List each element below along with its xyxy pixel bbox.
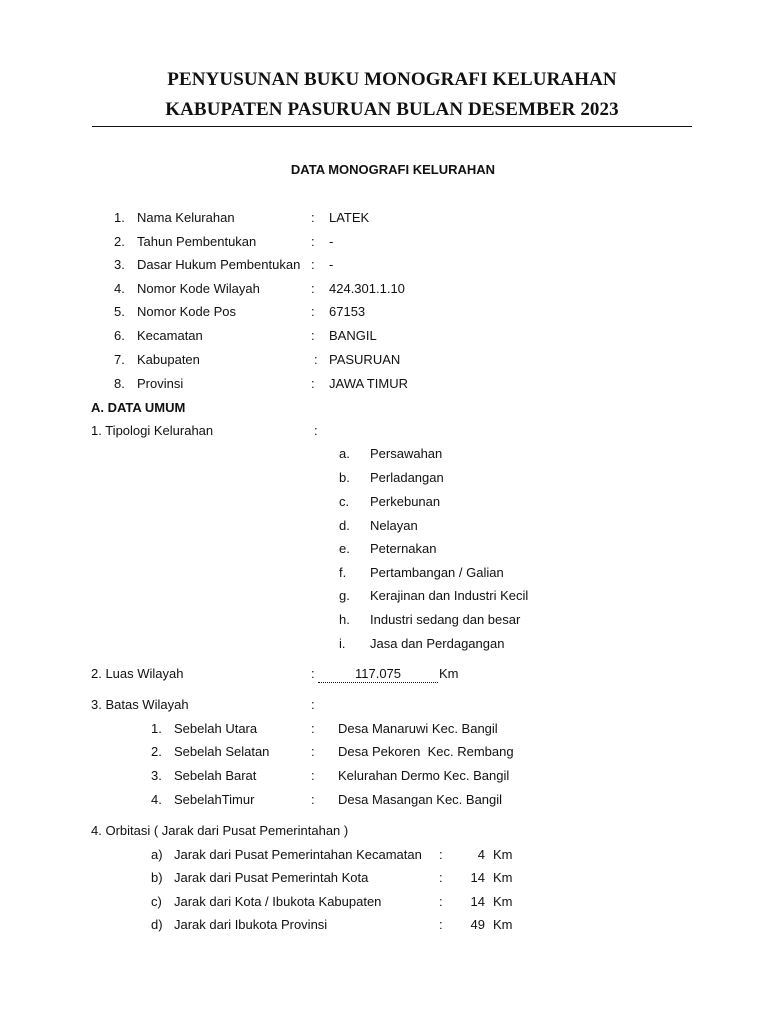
profile-sep: :: [311, 304, 315, 319]
orbitasi-value: 14: [470, 870, 485, 885]
section-a-heading: A. DATA UMUM: [91, 400, 186, 415]
tipologi-letter: h.: [339, 612, 350, 627]
tipologi-item: Persawahan: [370, 446, 443, 461]
document-title-line2: KABUPATEN PASURUAN BULAN DESEMBER 2023: [165, 99, 619, 120]
batas-value: Desa Masangan Kec. Bangil: [338, 792, 503, 807]
orbitasi-sep: :: [439, 847, 443, 862]
batas-sep: :: [311, 697, 315, 712]
batas-sep: :: [311, 768, 315, 783]
profile-value: LATEK: [329, 210, 370, 225]
orbitasi-value: 49: [470, 917, 485, 932]
tipologi-item: Jasa dan Perdagangan: [370, 636, 505, 651]
profile-sep: :: [311, 210, 315, 225]
tipologi-letter: i.: [339, 636, 346, 651]
luas-label: 2. Luas Wilayah: [91, 666, 184, 681]
tipologi-letter: e.: [339, 541, 350, 556]
profile-value: 67153: [329, 304, 366, 319]
profile-label: Tahun Pembentukan: [137, 234, 257, 249]
profile-sep: :: [311, 376, 315, 391]
profile-value: BANGIL: [329, 328, 377, 343]
tipologi-item: Perladangan: [370, 470, 444, 485]
batas-value: Desa Pekoren Kec. Rembang: [338, 744, 514, 759]
orbitasi-letter: d): [151, 917, 163, 932]
orbitasi-unit: Km: [493, 870, 513, 885]
orbitasi-sep: :: [439, 917, 443, 932]
profile-sep: :: [311, 234, 315, 249]
profile-value: -: [329, 257, 334, 272]
batas-sep: :: [311, 792, 315, 807]
profile-sep: :: [311, 257, 315, 272]
profile-sep: :: [314, 352, 318, 367]
tipologi-letter: c.: [339, 494, 350, 509]
orbitasi-letter: b): [151, 870, 163, 885]
batas-direction: Sebelah Barat: [174, 768, 257, 783]
orbitasi-distance-label: Jarak dari Pusat Pemerintahan Kecamatan: [174, 847, 422, 862]
profile-label: Provinsi: [137, 376, 184, 391]
orbitasi-sep: :: [439, 870, 443, 885]
profile-num: 7.: [114, 352, 125, 367]
profile-num: 6.: [114, 328, 125, 343]
batas-value: Kelurahan Dermo Kec. Bangil: [338, 768, 510, 783]
profile-num: 5.: [114, 304, 125, 319]
profile-label: Kabupaten: [137, 352, 200, 367]
luas-value: 117.075: [318, 666, 438, 683]
orbitasi-unit: Km: [493, 847, 513, 862]
batas-direction: Sebelah Selatan: [174, 744, 270, 759]
tipologi-item: Peternakan: [370, 541, 437, 556]
orbitasi-unit: Km: [493, 917, 513, 932]
profile-value: PASURUAN: [329, 352, 401, 367]
profile-label: Dasar Hukum Pembentukan: [137, 257, 301, 272]
tipologi-label: 1. Tipologi Kelurahan: [91, 423, 214, 438]
tipologi-letter: d.: [339, 518, 350, 533]
batas-num: 3.: [151, 768, 162, 783]
profile-sep: :: [311, 281, 315, 296]
tipologi-letter: b.: [339, 470, 350, 485]
orbitasi-distance-label: Jarak dari Kota / Ibukota Kabupaten: [174, 894, 382, 909]
tipologi-item: Kerajinan dan Industri Kecil: [370, 588, 529, 603]
profile-label: Nama Kelurahan: [137, 210, 235, 225]
orbitasi-unit: Km: [493, 894, 513, 909]
tipologi-item: Perkebunan: [370, 494, 441, 509]
profile-label: Nomor Kode Wilayah: [137, 281, 260, 296]
tipologi-sep: :: [314, 423, 318, 438]
orbitasi-letter: c): [151, 894, 162, 909]
tipologi-letter: g.: [339, 588, 350, 603]
document-title-line1: PENYUSUNAN BUKU MONOGRAFI KELURAHAN: [167, 69, 617, 90]
batas-label: 3. Batas Wilayah: [91, 697, 189, 712]
profile-value: 424.301.1.10: [329, 281, 405, 296]
batas-num: 1.: [151, 721, 162, 736]
profile-value: JAWA TIMUR: [329, 376, 408, 391]
profile-sep: :: [311, 328, 315, 343]
profile-value: -: [329, 234, 334, 249]
profile-num: 2.: [114, 234, 125, 249]
orbitasi-label: 4. Orbitasi ( Jarak dari Pusat Pemerintahan ): [91, 823, 349, 838]
profile-label: Kecamatan: [137, 328, 203, 343]
section-subtitle: DATA MONOGRAFI KELURAHAN: [290, 162, 496, 177]
orbitasi-value: 4: [477, 847, 485, 862]
luas-unit: Km: [439, 666, 459, 681]
profile-num: 8.: [114, 376, 125, 391]
batas-num: 2.: [151, 744, 162, 759]
profile-label: Nomor Kode Pos: [137, 304, 236, 319]
profile-num: 4.: [114, 281, 125, 296]
profile-num: 1.: [114, 210, 125, 225]
orbitasi-distance-label: Jarak dari Ibukota Provinsi: [174, 917, 328, 932]
orbitasi-distance-label: Jarak dari Pusat Pemerintah Kota: [174, 870, 369, 885]
orbitasi-letter: a): [151, 847, 163, 862]
tipologi-letter: f.: [339, 565, 347, 580]
batas-sep: :: [311, 721, 315, 736]
batas-sep: :: [311, 744, 315, 759]
batas-value: Desa Manaruwi Kec. Bangil: [338, 721, 498, 736]
luas-sep: :: [311, 666, 315, 681]
batas-direction: Sebelah Utara: [174, 721, 258, 736]
tipologi-item: Pertambangan / Galian: [370, 565, 504, 580]
tipologi-item: Industri sedang dan besar: [370, 612, 521, 627]
orbitasi-sep: :: [439, 894, 443, 909]
orbitasi-value: 14: [470, 894, 485, 909]
batas-num: 4.: [151, 792, 162, 807]
tipologi-item: Nelayan: [370, 518, 418, 533]
profile-num: 3.: [114, 257, 125, 272]
title-divider: [92, 126, 692, 127]
tipologi-letter: a.: [339, 446, 350, 461]
batas-direction: SebelahTimur: [174, 792, 255, 807]
